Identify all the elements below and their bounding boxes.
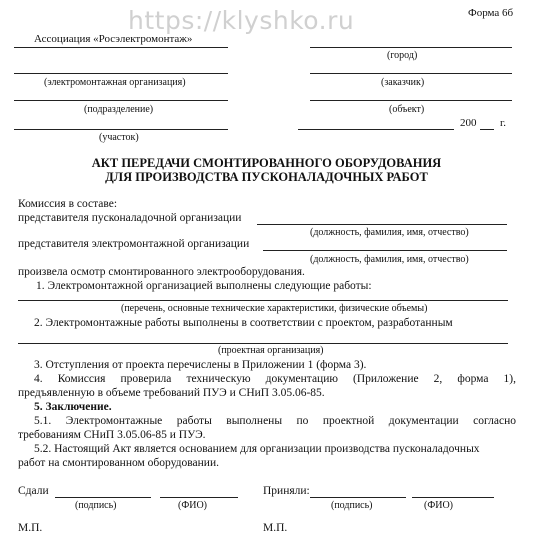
name-line-right — [412, 497, 494, 498]
year-prefix: 200 — [460, 117, 477, 129]
year-suffix: г. — [500, 117, 507, 129]
works-line — [18, 300, 508, 301]
item-4-line1: 4. Комиссия проверила техническую документацию (Приложение 2, форма 1), — [34, 373, 516, 385]
signature-line-right — [310, 497, 406, 498]
project-caption: (проектная организация) — [218, 345, 324, 356]
handed-label: Сдали — [18, 485, 49, 497]
customer-line — [310, 73, 512, 74]
person-caption-2: (должность, фамилия, имя, отчество) — [310, 254, 469, 265]
signature-caption-right: (подпись) — [331, 500, 373, 511]
date-line — [298, 129, 454, 130]
seal-right: М.П. — [263, 522, 288, 534]
item-1: 1. Электромонтажной организацией выполнены следующие работы: — [36, 280, 372, 292]
rep-installer-line — [263, 250, 507, 251]
watermark: https://klyshko.ru — [128, 6, 355, 35]
city-line — [310, 47, 512, 48]
association-name: Ассоциация «Росэлектромонтаж» — [34, 33, 193, 45]
section-line — [14, 129, 228, 130]
department-line — [14, 100, 228, 101]
name-line-left — [160, 497, 238, 498]
year-line — [480, 129, 494, 130]
name-caption-left: (ФИО) — [178, 500, 208, 511]
object-caption: (объект) — [389, 104, 425, 115]
project-line — [18, 343, 508, 344]
signature-line-left — [55, 497, 151, 498]
item-2: 2. Электромонтажные работы выполнены в соответствии с проектом, разработанным — [34, 317, 453, 329]
section-caption: (участок) — [99, 132, 139, 143]
document-title-line1: АКТ ПЕРЕДАЧИ СМОНТИРОВАННОГО ОБОРУДОВАНИЯ — [91, 156, 442, 170]
accepted-label: Приняли: — [263, 485, 310, 497]
customer-caption: (заказчик) — [381, 77, 425, 88]
item-5-1-line2: требованиям СНиП 3.05.06-85 и ПУЭ. — [18, 429, 206, 441]
rep-installer-label: представителя электромонтажной организации — [18, 238, 250, 250]
item-3: 3. Отступления от проекта перечислены в Приложении 1 (форма 3). — [34, 359, 367, 371]
person-caption-1: (должность, фамилия, имя, отчество) — [310, 227, 469, 238]
item-5-heading: 5. Заключение. — [34, 401, 112, 413]
signature-caption-left: (подпись) — [75, 500, 117, 511]
object-line — [310, 100, 512, 101]
form-number: Форма 6б — [468, 7, 514, 19]
item-5-1-line1: 5.1. Электромонтажные работы выполнены по проектной документации согласно — [34, 415, 516, 427]
works-caption: (перечень, основные технические характеристики, физические объемы) — [121, 303, 428, 314]
association-line — [14, 47, 228, 48]
installer-org-line — [14, 73, 228, 74]
commission-label: Комиссия в составе: — [18, 198, 118, 210]
name-caption-right: (ФИО) — [424, 500, 454, 511]
item-4-line2: предъявленную в объеме требований ПУЭ и СНиП 3.05.06-85. — [18, 387, 325, 399]
inspection-text: произвела осмотр смонтированного электрооборудования. — [18, 266, 305, 278]
department-caption: (подразделение) — [84, 104, 154, 115]
seal-left: М.П. — [18, 522, 43, 534]
item-5-2-line1: 5.2. Настоящий Акт является основанием для организации производства пусконаладочных — [34, 443, 480, 455]
document-title-line2: ДЛЯ ПРОИЗВОДСТВА ПУСКОНАЛАДОЧНЫХ РАБОТ — [105, 170, 428, 184]
installer-org-caption: (электромонтажная организация) — [44, 77, 186, 88]
city-caption: (город) — [387, 50, 418, 61]
item-5-2-line2: работ на смонтированном оборудовании. — [18, 457, 219, 469]
rep-commissioning-line — [257, 224, 507, 225]
rep-commissioning-label: представителя пусконаладочной организации — [18, 212, 242, 224]
